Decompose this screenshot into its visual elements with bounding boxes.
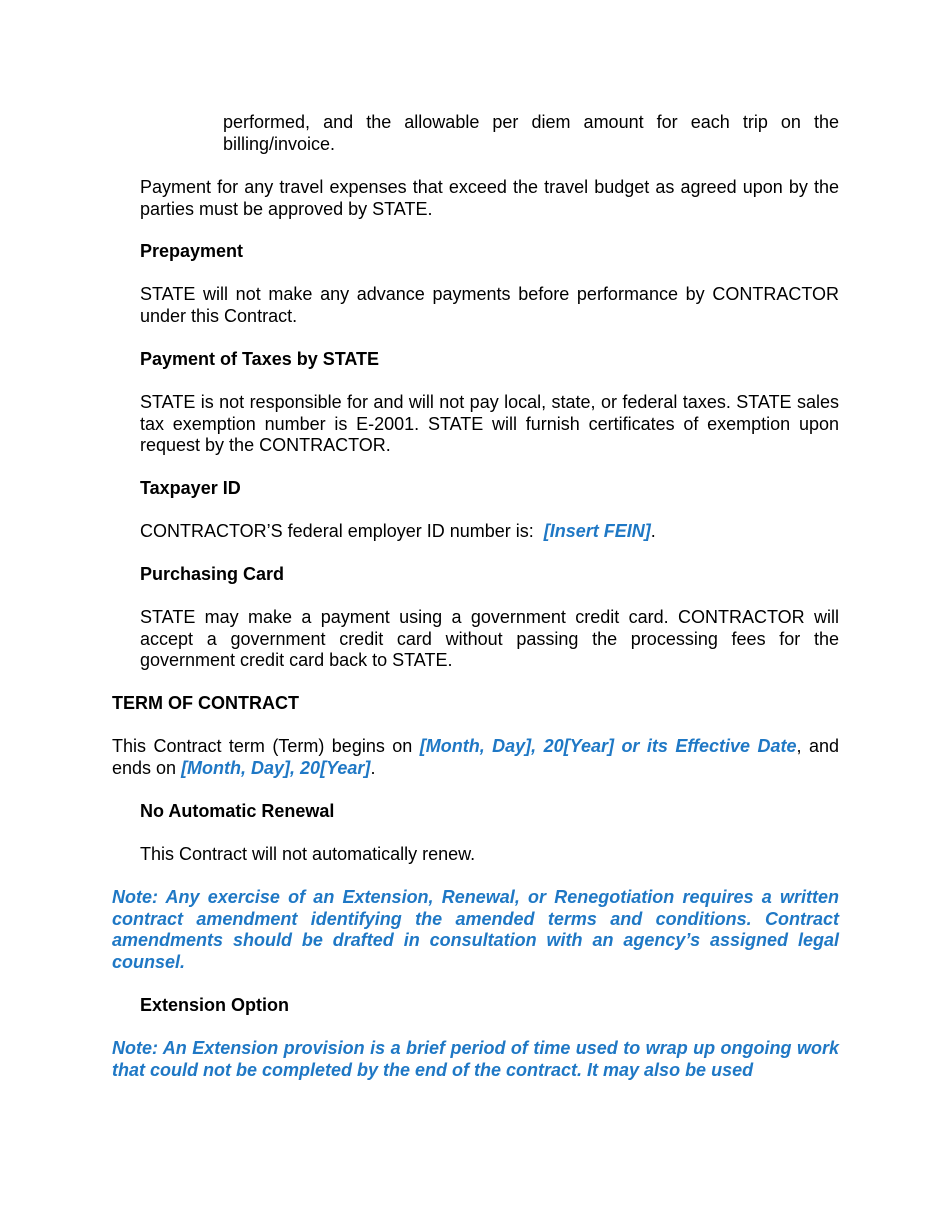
term-text-2: , and ends on <box>112 736 839 778</box>
term-text-1: This Contract term (Term) begins on <box>112 736 420 756</box>
continuation-paragraph: performed, and the allowable per diem amount for each trip on the billing/invoice. <box>223 112 839 154</box>
no-renewal-paragraph: This Contract will not automatically renew. <box>140 844 476 864</box>
taxes-heading: Payment of Taxes by STATE <box>140 349 380 369</box>
term-start-placeholder: [Month, Day], 20[Year] or its Effective Date <box>419 736 797 756</box>
amendment-note: Note: Any exercise of an Extension, Renewal, or Renegotiation requires a written contract amendment identifying the amended terms and conditions. Contract amendments should be drafted in consultation with an agency’s assigned legal counsel. <box>112 887 839 972</box>
taxes-paragraph: STATE is not responsible for and will not pay local, state, or federal taxes. STATE sales tax exemption number is E-2001. STATE will furnish certificates of exemption upon request by the CONTRACTOR. <box>140 392 839 455</box>
taxpayer-text: CONTRACTOR’S federal employer ID number is: <box>140 521 544 541</box>
extension-note: Note: An Extension provision is a brief period of time used to wrap up ongoing work that could not be completed by the end of the contract. It may also be used <box>112 1038 839 1080</box>
purchasing-card-paragraph: STATE may make a payment using a government credit card. CONTRACTOR will accept a government credit card without passing the processing fees for the government credit card back to STATE. <box>140 607 839 670</box>
term-paragraph <box>112 736 839 779</box>
extension-heading: Extension Option <box>140 995 290 1015</box>
fein-placeholder: [Insert FEIN] <box>543 521 651 541</box>
purchasing-card-heading: Purchasing Card <box>140 564 285 584</box>
term-text-3: . <box>370 757 376 778</box>
term-heading: TERM OF CONTRACT <box>112 693 299 713</box>
term-end-placeholder: [Month, Day], 20[Year] <box>181 757 371 778</box>
taxpayer-paragraph <box>140 521 839 543</box>
taxpayer-heading: Taxpayer ID <box>140 478 241 498</box>
prepayment-heading: Prepayment <box>140 241 244 261</box>
prepayment-paragraph: STATE will not make any advance payments before performance by CONTRACTOR under this Contract. <box>140 284 839 326</box>
no-renewal-heading: No Automatic Renewal <box>140 801 335 821</box>
taxpayer-period: . <box>650 521 656 541</box>
travel-budget-paragraph: Payment for any travel expenses that exceed the travel budget as agreed upon by the parties must be approved by STATE. <box>140 177 839 219</box>
